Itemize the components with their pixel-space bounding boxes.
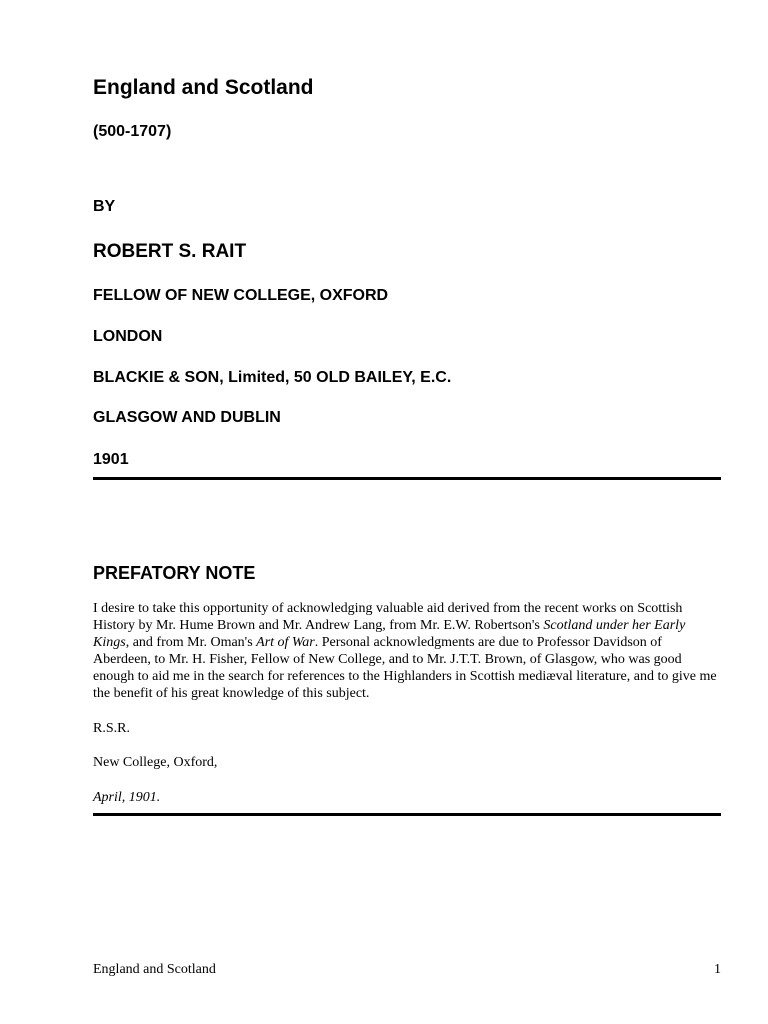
page-number: 1	[714, 962, 721, 977]
footer-title: England and Scotland	[93, 962, 216, 977]
section-divider	[93, 477, 721, 480]
prefatory-text-part: , and from Mr. Oman's	[125, 635, 257, 650]
prefatory-note-heading: PREFATORY NOTE	[93, 563, 256, 583]
book-reference-italic: Scotland under her Early Kings	[93, 618, 686, 650]
signature-date: April, 1901.	[93, 790, 161, 805]
by-label: BY	[93, 198, 116, 215]
publisher-other-cities: GLASGOW AND DUBLIN	[93, 409, 281, 426]
publication-year: 1901	[93, 451, 129, 468]
author-name: ROBERT S. RAIT	[93, 241, 247, 262]
signature-initials: R.S.R.	[93, 721, 130, 736]
document-page	[93, 0, 721, 1024]
publisher-city: LONDON	[93, 328, 163, 345]
prefatory-text-part: I desire to take this opportunity of acknowledging valuable aid derived from the recent works on Scottish History by Mr. Hume Brown and Mr. Andrew Lang, from Mr. E.W. Robertson's	[93, 601, 683, 633]
book-title: England and Scotland	[93, 76, 314, 99]
book-reference-italic: Art of War	[256, 635, 315, 650]
author-affiliation: FELLOW OF NEW COLLEGE, OXFORD	[93, 287, 389, 304]
book-date-range: (500-1707)	[93, 123, 172, 140]
section-divider	[93, 813, 721, 816]
prefatory-note-paragraph	[93, 600, 721, 702]
publisher-name: BLACKIE & SON, Limited, 50 OLD BAILEY, E.C.	[93, 369, 452, 386]
signature-place: New College, Oxford,	[93, 755, 218, 770]
prefatory-text-part: . Personal acknowledgments are due to Professor Davidson of Aberdeen, to Mr. H. Fisher, Fellow of New College, and to Mr. J.T.T. Brown, of Glasgow, who was good enough to aid me in the search for references to the Highlanders in Scottish mediæval literature, and to give me the benefit of his great knowledge of this subject.	[93, 635, 717, 701]
